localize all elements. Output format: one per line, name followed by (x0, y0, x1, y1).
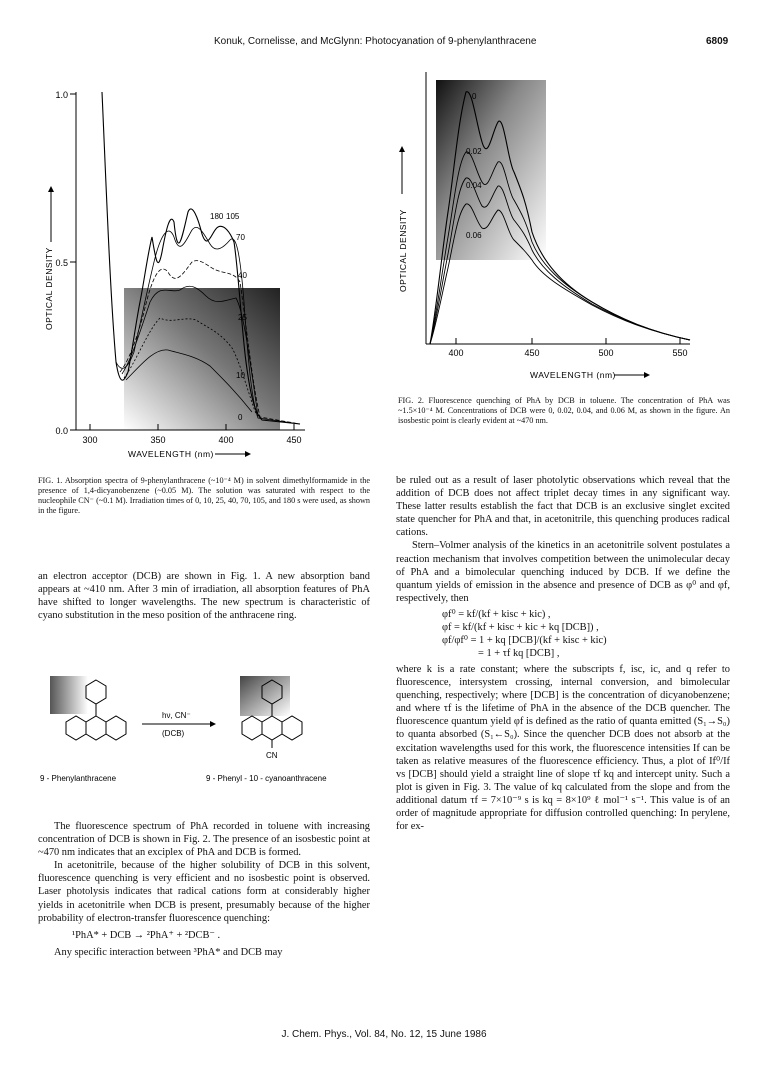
left-paragraph-2: The fluorescence spectrum of PhA recorded in toluene with increasing concentration of DCB is shown in Fig. 2. The presence of an isosbestic point at ~470 nm indicates that an exciplex of PhA and DCB is formed. (38, 821, 370, 859)
left-paragraph-4: Any specific interaction between ³PhA* and DCB may (54, 946, 283, 958)
fig2-label-006: 0.06 (466, 231, 482, 240)
fig2-label-004: 0.04 (466, 181, 482, 190)
fig2-x-tick-3: 500 (598, 348, 614, 358)
left-equation: ¹PhA* + DCB → ²PhA⁺ + ²DCB⁻ . (72, 929, 221, 941)
curve-label-180: 180 (210, 212, 224, 221)
figure-1 (40, 62, 370, 462)
y-tick-1: 1.0 (55, 90, 68, 100)
equation-1: φf⁰ = kf/(kf + kisc + kic) , (442, 608, 551, 620)
y-axis-label: OPTICAL DENSITY (44, 247, 54, 330)
left-paragraph-1: an electron acceptor (DCB) are shown in Fig. 1. A new absorption band appears at ~410 nm. After 3 min of irradiation, all absorption features of PhA have shifted to longer wavelengths. The new spectrum is characteristic of cyano substitution in the meso position of the anthracene ring. (38, 571, 370, 622)
curve-label-105: 105 (226, 212, 240, 221)
running-title: Konuk, Cornelisse, and McGlynn: Photocyanation of 9-phenylanthracene (214, 36, 537, 47)
y-tick-2: 0.5 (55, 258, 68, 268)
reaction-scheme (40, 674, 370, 786)
equation-block (442, 608, 730, 660)
fig2-label-0: 0 (472, 92, 477, 101)
fig2-x-tick-2: 450 (524, 348, 540, 358)
curve-label-70: 70 (236, 233, 245, 242)
reagent-label-2: (DCB) (162, 729, 185, 738)
equation-2: φf = kf/(kf + kisc + kic + kq [DCB]) , (442, 621, 599, 633)
right-paragraph-1: be ruled out as a result of laser photolytic observations which reveal that the addition of DCB does not affect triplet decay times in any significant way. These latter results establish the fact that DCB is an exclusive singlet excited state quencher for PhA and that, in acetonitrile, this quenching produces radical cations. (396, 475, 730, 539)
fig2-label-002: 0.02 (466, 147, 482, 156)
figure-2-caption: FIG. 2. Fluorescence quenching of PhA by DCB in toluene. The concentration of PhA was ~1.5×10⁻⁴ M. Concentrations of DCB were 0, 0.02, 0.04, and 0.06 M, as shown in the figure. An isosbestic point is clearly evident at ~470 nm. (398, 396, 730, 425)
curve-label-0: 0 (238, 413, 243, 422)
x-tick-1: 300 (82, 435, 98, 445)
figure-1-caption: FIG. 1. Absorption spectra of 9-phenylanthracene (~10⁻⁴ M) in solvent dimethylformamide in the presence of 1,4-dicyanobenzene (~0.05 M). The solution was saturated with respect to the nucleophile CN⁻ (~0.1 M). Irradiation times of 0, 10, 25, 40, 70, 105, and 180 s were used, as shown in the figure. (38, 476, 370, 515)
reagent-label: hν, CN⁻ (162, 711, 191, 720)
left-paragraph-3: In acetonitrile, because of the higher solubility of DCB in this solvent, fluorescence quenching is very efficient and no isosbestic point is observed. Laser photolysis indicates that radical cations form at considerably higher yields in acetonitrile when DCB is present, presumably because of the higher probability of electron-transfer fluorescence quenching: (38, 860, 370, 924)
curve-label-40: 40 (238, 271, 247, 280)
x-tick-2: 350 (150, 435, 166, 445)
x-tick-4: 450 (286, 435, 302, 445)
figure-2-plot (392, 62, 722, 392)
journal-footer: J. Chem. Phys., Vol. 84, No. 12, 15 June 1986 (281, 1029, 487, 1040)
x-axis-label: WAVELENGTH (nm) (128, 449, 214, 459)
left-compound-name: 9 - Phenylanthracene (40, 774, 117, 783)
fig2-x-tick-1: 400 (448, 348, 464, 358)
fig2-x-tick-4: 550 (672, 348, 688, 358)
equation-3: φf/φf⁰ = 1 + kq [DCB]/(kf + kisc + kic) (442, 634, 607, 646)
right-paragraph-3: where k is a rate constant; where the subscripts f, isc, ic, and q refer to fluorescence, intersystem crossing, internal conversion, and bimolecular quenching, respectively; where [DCB] is the concentration of dicyanobenzene; and where τf is the lifetime of PhA in the absence of the DCB quencher. The fluorescence quantum yield φf is defined as the ratio of quanta emitted (S₁→S₀) to quanta absorbed (S₁←S₀). Since the quencher DCB does not absorb at the excitation wavelengths used for this work, the fluorescence intensities If can be taken as relative measures of the fluorescence efficiency. Thus, a plot of If⁰/If vs [DCB] should yield a straight line of slope τf kq and intercept unity. Such a plot is given in Fig. 3. The value of kq calculated from the slope and from the additional datum τf = 7×10⁻⁹ s is kq = 8×10⁹ ℓ mol⁻¹ s⁻¹. This value is of an order of magnitude appropriate for diffusion controlled quenching: In perylene, for ex- (396, 663, 730, 833)
fig2-x-axis-label: WAVELENGTH (nm) (530, 370, 616, 380)
figure-1-plot (40, 62, 370, 462)
fig2-y-axis-label: OPTICAL DENSITY (398, 209, 408, 292)
page-number: 6809 (706, 36, 729, 47)
left-column-bottom (38, 820, 370, 959)
right-paragraph-2: Stern–Volmer analysis of the kinetics in an acetonitrile solvent postulates a reaction mechanism that involves competition between the unimolecular decay of PhA and a bimolecular quenching induced by DCB. If we define the quantum yields of emission in the absence and presence of DCB as φ⁰ and φf, respectively, then (396, 540, 730, 604)
equation-4: = 1 + τf kq [DCB] , (478, 647, 560, 659)
y-tick-3: 0.0 (55, 426, 68, 436)
cn-label: CN (266, 751, 278, 760)
right-compound-name: 9 - Phenyl - 10 - cyanoanthracene (206, 774, 327, 783)
left-column-top (38, 570, 370, 622)
x-tick-3: 400 (218, 435, 234, 445)
figure-2 (392, 62, 722, 392)
curve-label-25: 25 (238, 313, 247, 322)
curve-label-10: 10 (236, 371, 245, 380)
reaction-scheme-drawing (40, 674, 370, 786)
right-column (396, 474, 730, 833)
